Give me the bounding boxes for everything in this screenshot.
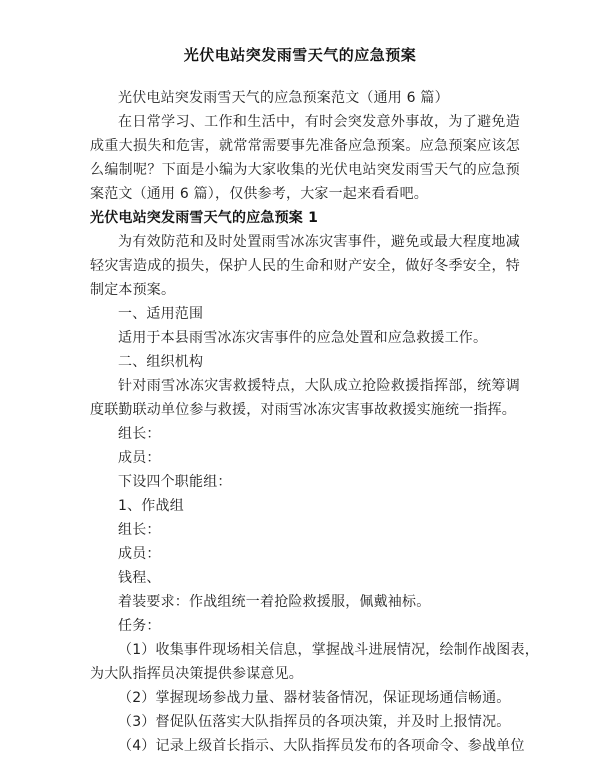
- task-item-3: （3）督促队伍落实大队指挥员的各项决策，并及时上报情况。: [118, 714, 511, 730]
- groups-line: 下设四个职能组：: [118, 474, 232, 490]
- intro-line-2: 成重大损失和危害，就常常需要事先准备应急预案。应急预案应该怎: [90, 138, 520, 154]
- task-item-1-line-1: （1）收集事件现场相关信息，掌握战斗进展情况，绘制作战图表，: [118, 642, 539, 658]
- subtitle-line: 光伏电站突发雨雪天气的应急预案范文（通用 6 篇）: [118, 90, 449, 106]
- task-item-2: （2）掌握现场参战力量、器材装备情况，保证现场通信畅通。: [118, 690, 511, 706]
- member-name-line: 钱程、: [118, 570, 161, 586]
- leader-line: 组长：: [118, 426, 161, 442]
- task-item-4: （4）记录上级首长指示、大队指挥员发布的各项命令、参战单位: [118, 738, 525, 754]
- task-heading: 任务：: [118, 618, 161, 634]
- intro-line-1: 在日常学习、工作和生活中，有时会突发意外事故，为了避免造: [118, 114, 520, 130]
- combat-leader-line: 组长：: [118, 522, 161, 538]
- task-item-1-line-2: 为大队指挥员决策提供参谋意见。: [90, 666, 303, 682]
- member-line: 成员：: [118, 450, 161, 466]
- organization-heading: 二、组织机构: [118, 354, 204, 370]
- combat-group-heading: 1、作战组: [118, 498, 184, 514]
- document-title: 光伏电站突发雨雪天气的应急预案: [183, 46, 417, 64]
- intro-line-4: 案范文（通用 6 篇），仅供参考，大家一起来看看吧。: [90, 186, 429, 202]
- organization-line-1: 针对雨雪冰冻灾害救援特点，大队成立抢险救援指挥部，统筹调: [118, 378, 520, 394]
- dress-requirement-line: 着装要求：作战组统一着抢险救援服，佩戴袖标。: [118, 594, 431, 610]
- section-heading-1: 光伏电站突发雨雪天气的应急预案 1: [90, 210, 319, 226]
- combat-member-line: 成员：: [118, 546, 161, 562]
- scope-heading: 一、适用范围: [118, 306, 204, 322]
- scope-text: 适用于本县雨雪冰冻灾害事件的应急处置和应急救援工作。: [118, 330, 488, 346]
- purpose-line-2: 轻灾害造成的损失，保护人民的生命和财产安全，做好冬季安全，特: [90, 258, 520, 274]
- purpose-line-1: 为有效防范和及时处置雨雪冰冻灾害事件，避免或最大程度地减: [118, 234, 520, 250]
- intro-line-3: 么编制呢？下面是小编为大家收集的光伏电站突发雨雪天气的应急预: [90, 162, 520, 178]
- organization-line-2: 度联勤联动单位参与救援，对雨雪冰冻灾害事故救援实施统一指挥。: [90, 402, 516, 418]
- purpose-line-3: 制定本预案。: [90, 282, 176, 298]
